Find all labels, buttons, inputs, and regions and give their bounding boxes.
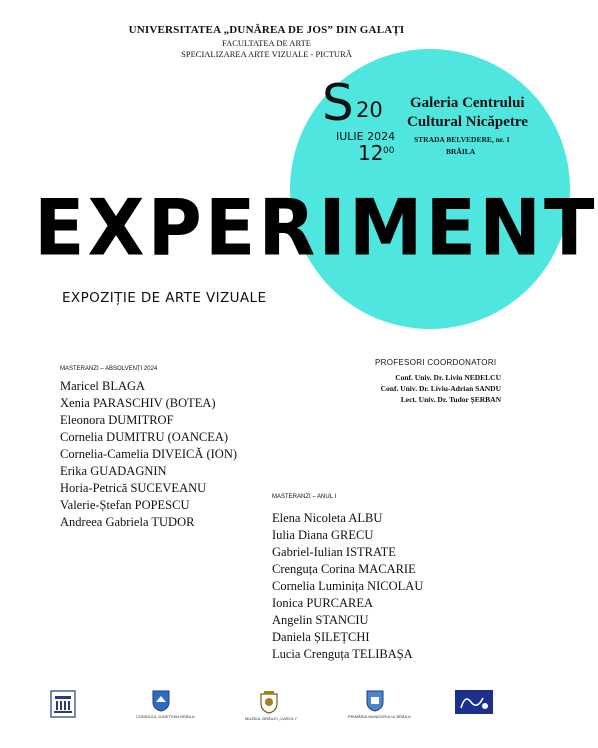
day-number: 20 xyxy=(356,98,383,122)
exhibition-subtitle: EXPOZIȚIE DE ARTE VIZUALE xyxy=(62,290,267,306)
list-item: Maricel BLAGA xyxy=(60,379,146,393)
exhibition-title: EXPERIMENT xyxy=(34,182,598,274)
venue-line-1: Galeria Centrului xyxy=(410,95,525,111)
university-name: UNIVERSITATEA „DUNĂREA DE JOS” DIN GALAȚI xyxy=(128,24,405,36)
list-item: Eleonora DUMITROF xyxy=(60,413,174,427)
list-item: Ionica PURCAREA xyxy=(272,596,374,610)
city-hall-caption: PRIMĂRIA MUNICIPIULUI BRĂILA xyxy=(348,714,411,719)
list-item: Iulia Diana GRECU xyxy=(272,528,374,542)
list-item: Angelin STANCIU xyxy=(272,613,369,627)
graduates-list xyxy=(60,378,237,531)
list-item: Gabriel-Iulian ISTRATE xyxy=(272,545,396,559)
month-year: IULIE 2024 xyxy=(336,130,396,143)
list-item: Crenguța Corina MACARIE xyxy=(272,562,416,576)
gallery-logo xyxy=(455,690,493,718)
list-item: Lect. Univ. Dr. Tudor ȘERBAN xyxy=(400,395,501,404)
county-council-caption: CONSILIUL JUDEȚEAN BRĂILA xyxy=(136,714,195,719)
coordinators-list xyxy=(381,372,501,405)
list-item: Xenia PARASCHIV (BOTEA) xyxy=(60,396,216,410)
list-item: Valerie-Ștefan POPESCU xyxy=(60,498,190,512)
event-hour: 12 xyxy=(358,141,384,165)
city-hall-logo xyxy=(366,690,384,716)
coordinators-label: PROFESORI COORDONATORI xyxy=(375,358,497,367)
list-item: Andreea Gabriela TUDOR xyxy=(60,515,195,529)
faculty-name: FACULTATEA DE ARTE xyxy=(221,38,311,48)
venue-line-2: Cultural Nicăpetre xyxy=(407,114,528,130)
county-council-logo xyxy=(152,690,170,716)
list-item: Cornelia-Camelia DIVEICĂ (ION) xyxy=(60,447,238,461)
venue-street: STRADA BELVEDERE, nr. 1 xyxy=(414,135,510,144)
venue-city: BRĂILA xyxy=(446,147,476,156)
event-minutes: 00 xyxy=(383,146,395,156)
museum-caption: MUZEUL BRĂILEI „CAROL I” xyxy=(245,716,298,721)
university-logo xyxy=(50,690,76,722)
first-year-list xyxy=(272,510,423,663)
list-item: Daniela ȘILEȚCHI xyxy=(272,630,370,644)
first-year-label: MASTERANZI – ANUL I xyxy=(272,494,337,500)
day-letter: S xyxy=(322,74,354,132)
list-item: Erika GUADAGNIN xyxy=(60,464,167,478)
list-item: Horia-Petrică SUCEVEANU xyxy=(60,481,207,495)
list-item: Cornelia Luminița NICOLAU xyxy=(272,579,424,593)
list-item: Elena Nicoleta ALBU xyxy=(272,511,383,525)
list-item: Conf. Univ. Dr. Liviu NEDELCU xyxy=(395,373,501,382)
list-item: Conf. Univ. Dr. Liviu-Adrian SANDU xyxy=(380,384,501,393)
museum-logo xyxy=(258,690,280,718)
specialization-name: SPECIALIZAREA ARTE VIZUALE - PICTURĂ xyxy=(181,49,352,59)
list-item: Cornelia DUMITRU (OANCEA) xyxy=(60,430,229,444)
graduates-label: MASTERANZI – ABSOLVENȚI 2024 xyxy=(60,366,158,372)
list-item: Lucia Crenguța TELIBAȘA xyxy=(272,647,413,661)
